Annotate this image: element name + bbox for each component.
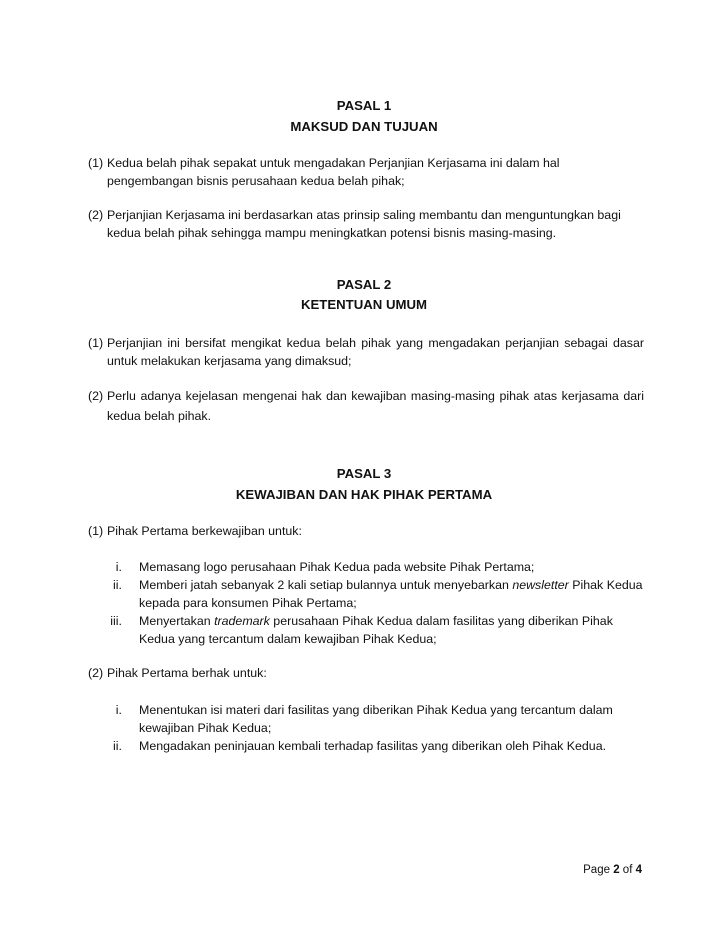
list-item <box>88 612 644 648</box>
pasal-2-item-1 <box>88 334 644 370</box>
roman-numeral: i. <box>115 703 122 717</box>
list-item <box>88 737 644 755</box>
roman-numeral: ii. <box>113 578 122 592</box>
pasal-2-item-2 <box>88 386 644 426</box>
list-item <box>88 576 644 612</box>
list-item <box>88 558 644 576</box>
page-label: Page <box>583 864 610 876</box>
item-text: Perjanjian ini bersifat mengikat kedua belah pihak yang mengadakan perjanjian sebagai dasar untuk melakukan kerjasama yang dimaksud; <box>107 336 644 368</box>
list-item-text: Menentukan isi materi dari fasilitas yang diberikan Pihak Kedua yang tercantum dalam kewajiban Pihak Kedua; <box>139 703 613 735</box>
roman-numeral: iii. <box>110 614 122 628</box>
item-number: (2) <box>88 208 104 222</box>
pasal-3-section-2 <box>88 664 644 682</box>
pasal-2-title: PASAL 2 <box>336 277 392 292</box>
pasal-3-title: PASAL 3 <box>336 466 392 481</box>
item-number: (1) <box>88 336 104 350</box>
item-number: (1) <box>88 524 104 538</box>
pasal-3-section-1 <box>88 522 644 540</box>
item-text: Kedua belah pihak sepakat untuk mengadakan Perjanjian Kerjasama ini dalam hal pengembangan bisnis perusahaan kedua belah pihak; <box>107 156 560 188</box>
list-item-text: Menyertakan trademark perusahaan Pihak Kedua dalam fasilitas yang diberikan Pihak Kedua yang tercantum dalam kewajiban Pihak Kedua; <box>139 614 613 646</box>
item-text: Perlu adanya kejelasan mengenai hak dan kewajiban masing-masing pihak atas kerjasama dari kedua belah pihak. <box>107 389 644 423</box>
pasal-1-subtitle: MAKSUD DAN TUJUAN <box>290 119 438 134</box>
list-item-text: Mengadakan peninjauan kembali terhadap fasilitas yang diberikan oleh Pihak Kedua. <box>139 739 607 753</box>
list-item-text: Memberi jatah sebanyak 2 kali setiap bulannya untuk menyebarkan newsletter Pihak Kedua kepada para konsumen Pihak Pertama; <box>139 578 643 610</box>
pasal-1-item-1 <box>88 154 644 190</box>
page-number-footer <box>583 864 642 876</box>
item-number: (2) <box>88 666 104 680</box>
of-label: of <box>622 864 633 876</box>
pasal-1-title: PASAL 1 <box>336 98 392 113</box>
current-page: 2 <box>613 864 620 876</box>
roman-numeral: ii. <box>113 739 122 753</box>
pasal-2-subtitle: KETENTUAN UMUM <box>300 297 427 312</box>
list-item-text: Memasang logo perusahaan Pihak Kedua pada website Pihak Pertama; <box>139 560 535 574</box>
item-text: Perjanjian Kerjasama ini berdasarkan atas prinsip saling membantu dan menguntungkan bagi kedua belah pihak sehingga mampu meningkatkan potensi bisnis masing-masing. <box>107 208 621 240</box>
total-pages: 4 <box>635 864 642 876</box>
item-text: Pihak Pertama berhak untuk: <box>107 666 267 680</box>
list-item <box>88 701 644 737</box>
pasal-3-subtitle: KEWAJIBAN DAN HAK PIHAK PERTAMA <box>235 487 493 502</box>
pasal-1-item-2 <box>88 206 644 242</box>
roman-numeral: i. <box>115 560 122 574</box>
item-number: (1) <box>88 156 104 170</box>
item-text: Pihak Pertama berkewajiban untuk: <box>107 524 302 538</box>
item-number: (2) <box>88 389 104 403</box>
